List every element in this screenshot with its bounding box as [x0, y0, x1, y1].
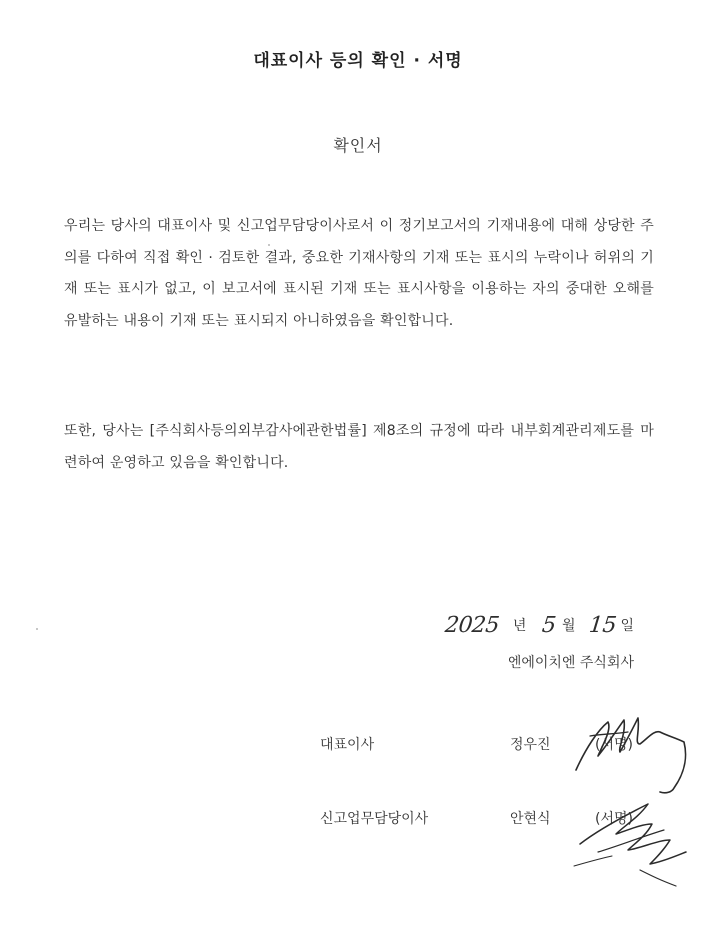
handwritten-day: 15: [588, 613, 618, 638]
reporting-director-role-label: 신고업무담당이사: [320, 811, 429, 827]
ceo-signature-mark: (서명): [595, 737, 633, 753]
handwritten-year: 2025: [443, 613, 501, 638]
scan-speck: [36, 628, 38, 630]
year-unit: 년: [512, 618, 527, 634]
ceo-handwritten-signature: [568, 708, 698, 798]
month-unit: 월: [561, 618, 576, 634]
ceo-role-label: 대표이사: [320, 737, 375, 753]
scan-speck: [268, 244, 270, 246]
reporting-director-handwritten-signature: [568, 790, 698, 890]
day-unit: 일: [620, 618, 634, 634]
document-subtitle: 확인서: [333, 136, 383, 155]
signing-date: [445, 606, 634, 638]
ceo-name: 정우진: [510, 737, 551, 753]
company-name: 엔에이치엔 주식회사: [507, 655, 634, 671]
reporting-director-signature-mark: (서명): [595, 811, 633, 827]
confirmation-paragraph-1: 우리는 당사의 대표이사 및 신고업무담당이사로서 이 정기보고서의 기재내용에 대해 상당한 주의를 다하여 직접 확인 · 검토한 결과, 중요한 기재사항의 기재 또는 표시의 누락이나 허위의 기재 또는 표시가 없고, 이 보고서에 표시된 기재 또는 표시사항을 이용하는 자의 중대한 오해를 유발하는 내용이 기재 또는 표시되지 아니하였음을 확인합니다.: [64, 218, 654, 329]
reporting-director-name: 안현식: [510, 811, 551, 827]
handwritten-month: 5: [541, 613, 558, 638]
document-title: 대표이사 등의 확인 · 서명: [253, 51, 463, 71]
confirmation-paragraph-2: 또한, 당사는 [주식회사등의외부감사에관한법률] 제8조의 규정에 따라 내부회계관리제도를 마련하여 운영하고 있음을 확인합니다.: [64, 423, 654, 471]
